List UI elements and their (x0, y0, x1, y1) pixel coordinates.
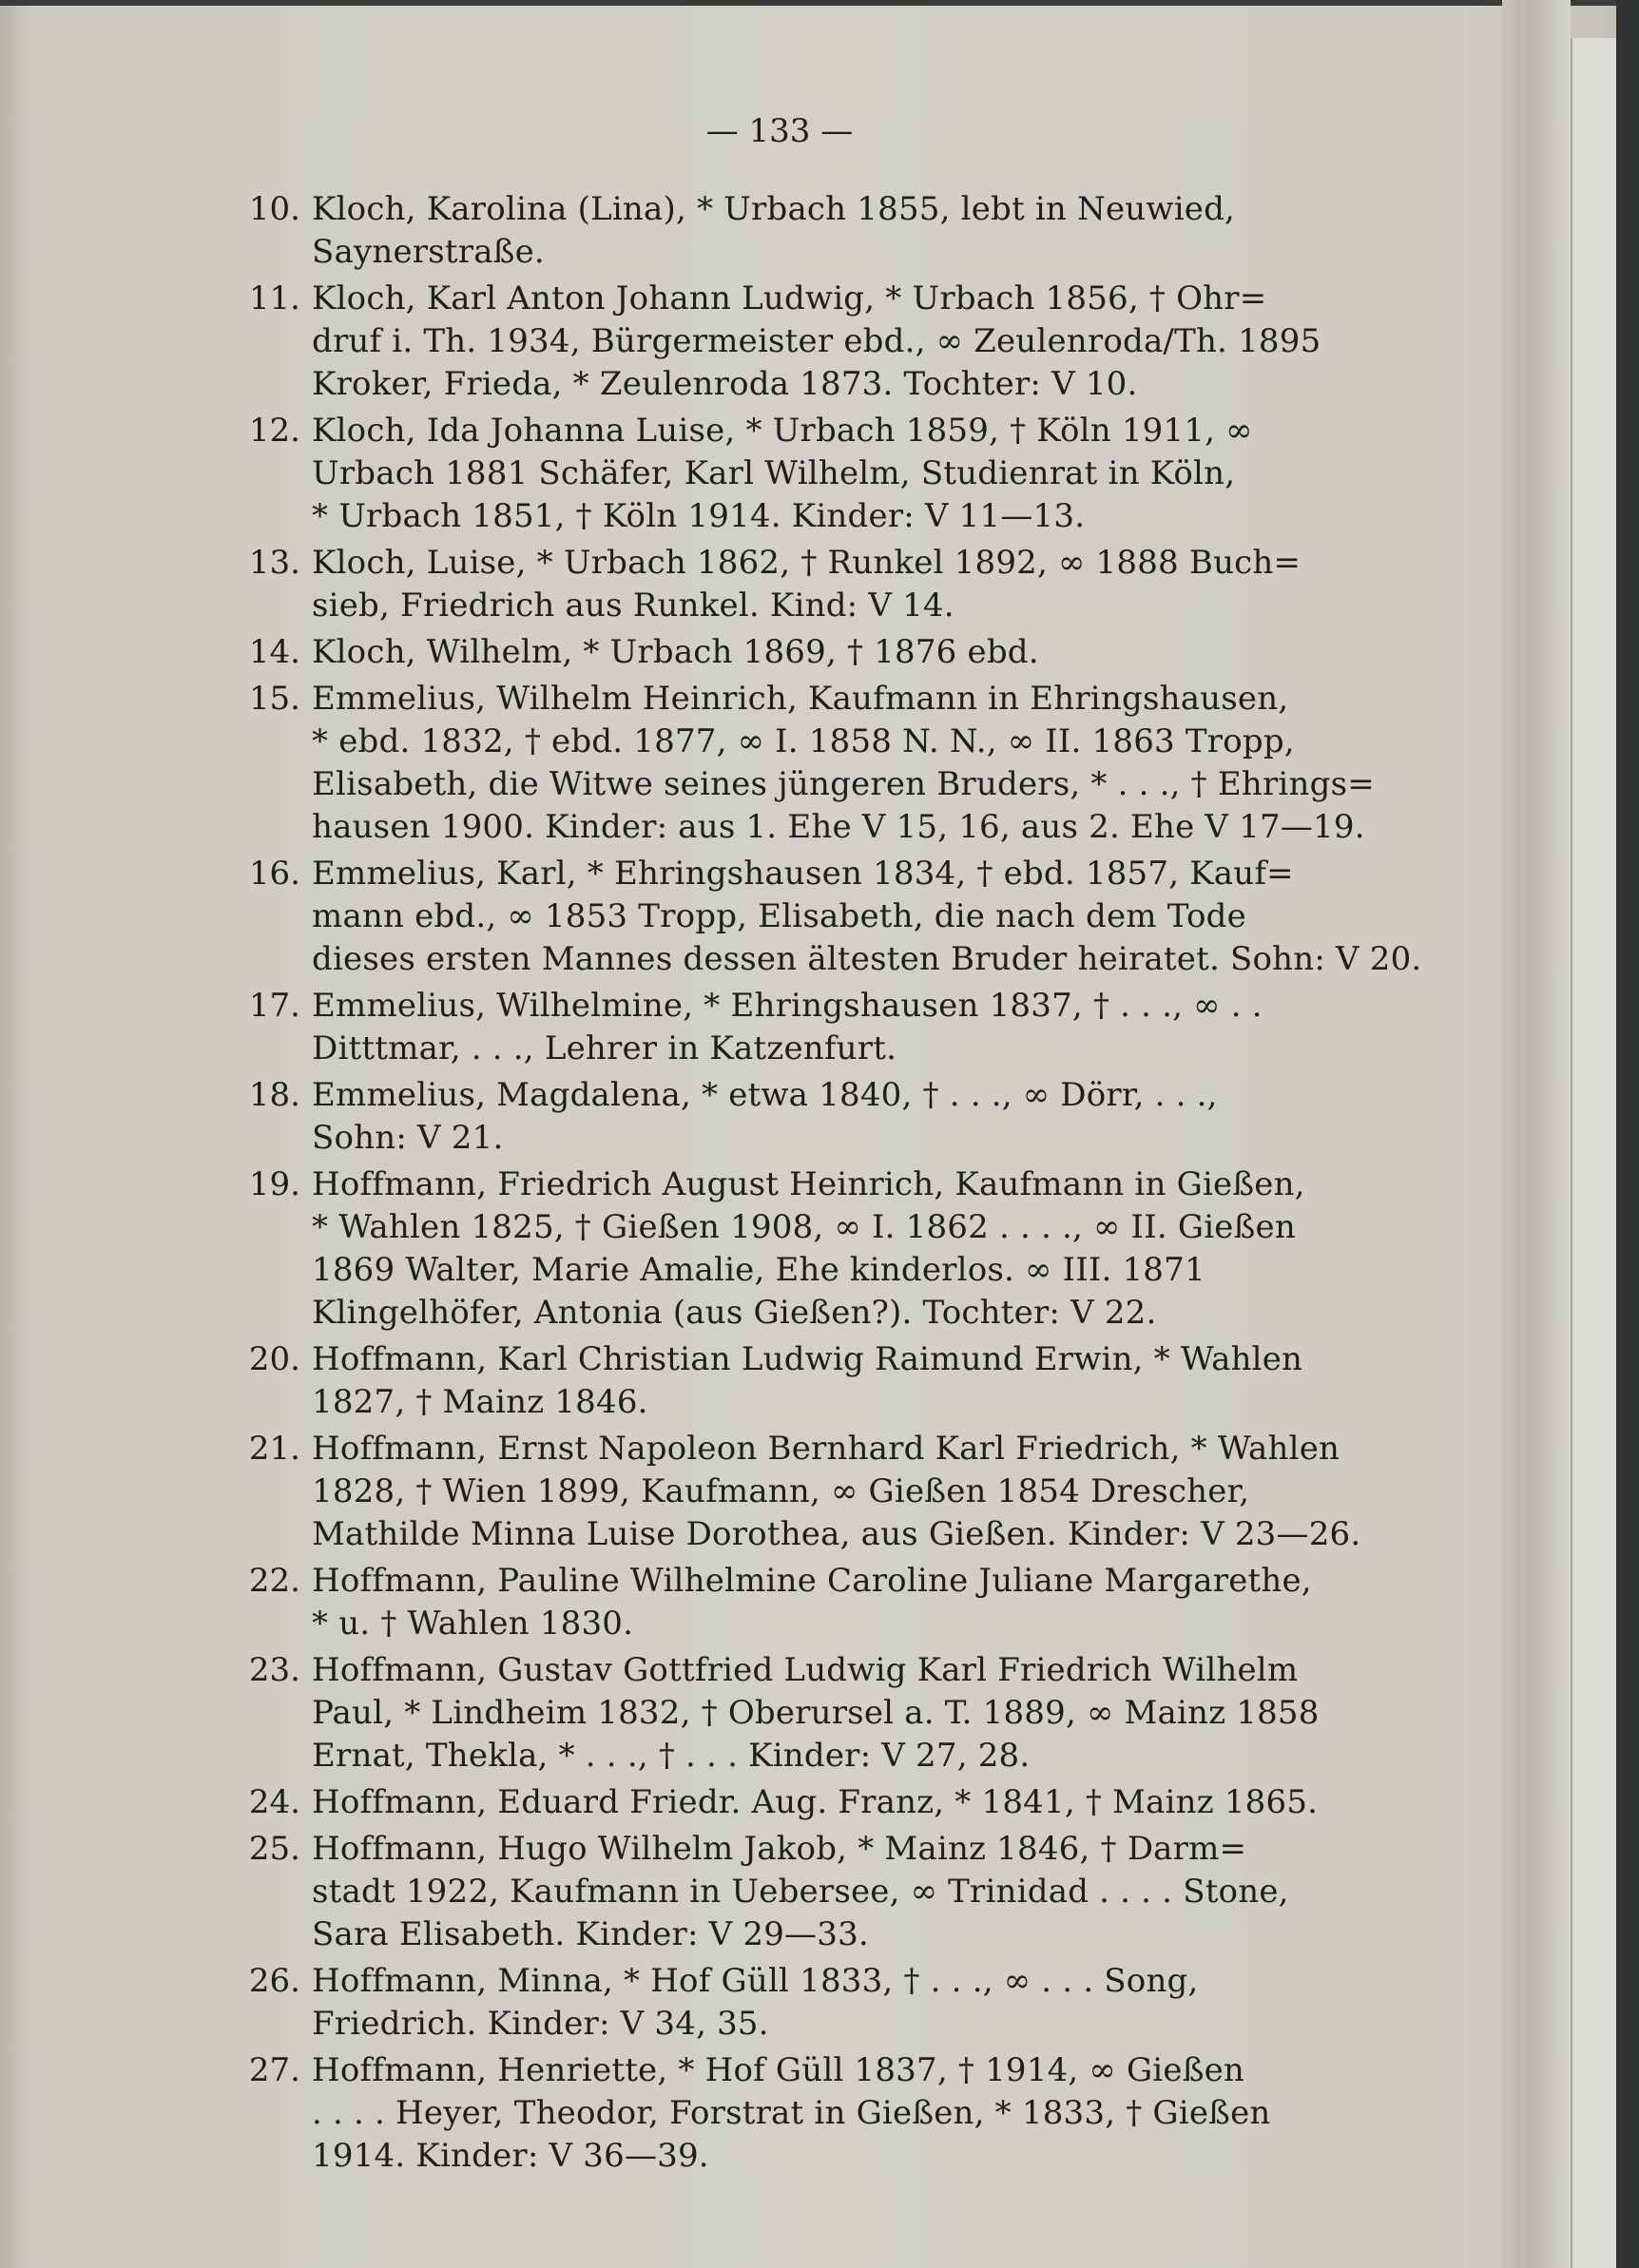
entry-text-line: * u. † Wahlen 1830. (312, 1605, 634, 1643)
genealogy-entry (226, 1428, 1367, 1556)
entry-number: 16. (248, 855, 300, 893)
entry-number: 14. (248, 633, 300, 671)
genealogy-entry (226, 678, 1375, 849)
entry-number: 15. (248, 680, 300, 718)
page-number: — 133 — (705, 112, 854, 150)
entry-text-line: Hoffmann, Ernst Napoleon Bernhard Karl Friedrich, * Wahlen (312, 1430, 1340, 1468)
entry-number: 21. (248, 1430, 300, 1468)
entry-number: 18. (248, 1076, 300, 1114)
genealogy-entry (226, 853, 1422, 981)
genealogy-entry (226, 542, 1367, 627)
entry-text-line: Sara Elisabeth. Kinder: V 29—33. (312, 1915, 869, 1953)
genealogy-entry (226, 188, 1367, 274)
entry-text-line: mann ebd., ∞ 1853 Tropp, Elisabeth, die nach dem Tode (312, 897, 1246, 935)
entry-text-line: Hoffmann, Karl Christian Ludwig Raimund Erwin, * Wahlen (312, 1340, 1303, 1378)
entry-text-line: Kroker, Frieda, * Zeulenroda 1873. Tochter: V 10. (312, 365, 1138, 403)
entry-number: 13. (248, 544, 300, 582)
entry-number: 11. (248, 279, 300, 317)
genealogy-entry (226, 985, 1367, 1070)
entry-text-line: Ditttmar, . . ., Lehrer in Katzenfurt. (312, 1029, 897, 1067)
entry-text-line: * ebd. 1832, † ebd. 1877, ∞ I. 1858 N. N., ∞ II. 1863 Tropp, (312, 722, 1295, 760)
entry-text-line: 1914. Kinder: V 36—39. (312, 2137, 709, 2175)
entry-text-line: Hoffmann, Henriette, * Hof Güll 1837, † 1914, ∞ Gießen (312, 2051, 1245, 2089)
genealogy-entry (226, 1338, 1367, 1424)
entry-number: 25. (248, 1830, 300, 1868)
entry-text-line: Elisabeth, die Witwe seines jüngeren Bruders, * . . ., † Ehrings= (312, 765, 1375, 803)
entry-text-line: Ernat, Thekla, * . . ., † . . . Kinder: V 27, 28. (312, 1737, 1031, 1775)
genealogy-entry (226, 410, 1367, 538)
entry-number: 20. (248, 1340, 300, 1378)
genealogy-entry (226, 631, 1367, 674)
entry-text-line: 1827, † Mainz 1846. (312, 1383, 648, 1421)
genealogy-entry (226, 2049, 1367, 2178)
entry-text-line: Emmelius, Wilhelm Heinrich, Kaufmann in Ehringshausen, (312, 680, 1289, 718)
genealogy-entry (226, 1781, 1367, 1824)
genealogy-entry (226, 1828, 1367, 1956)
genealogy-entry (226, 1960, 1367, 2046)
top-edge (0, 0, 1639, 6)
entry-text-line: Kloch, Karolina (Lina), * Urbach 1855, lebt in Neuwied, (312, 190, 1236, 228)
entry-number: 23. (248, 1651, 300, 1689)
binding-strip (1616, 0, 1639, 2268)
entry-text-line: dieses ersten Mannes dessen ältesten Bruder heiratet. Sohn: V 20. (312, 940, 1422, 978)
entry-text-line: 1869 Walter, Marie Amalie, Ehe kinderlos. ∞ III. 1871 (312, 1251, 1205, 1289)
entry-text-line: Emmelius, Karl, * Ehringshausen 1834, † ebd. 1857, Kauf= (312, 855, 1294, 893)
entry-number: 22. (248, 1562, 300, 1600)
genealogy-entry-list (226, 188, 1422, 2182)
entry-text-line: Hoffmann, Friedrich August Heinrich, Kaufmann in Gießen, (312, 1165, 1305, 1203)
entry-text-line: * Urbach 1851, † Köln 1914. Kinder: V 11—13. (312, 497, 1086, 535)
entry-text-line: Kloch, Karl Anton Johann Ludwig, * Urbach 1856, † Ohr= (312, 279, 1267, 317)
entry-text-line: Friedrich. Kinder: V 34, 35. (312, 2005, 769, 2043)
entry-text-line: Sohn: V 21. (312, 1119, 504, 1157)
entry-number: 17. (248, 987, 300, 1025)
page-fold (1502, 0, 1571, 2268)
entry-text-line: Urbach 1881 Schäfer, Karl Wilhelm, Studienrat in Köln, (312, 454, 1236, 492)
genealogy-entry (226, 1560, 1367, 1645)
entry-text-line: * Wahlen 1825, † Gießen 1908, ∞ I. 1862 . . . ., ∞ II. Gießen (312, 1208, 1296, 1246)
entry-text-line: Kloch, Luise, * Urbach 1862, † Runkel 1892, ∞ 1888 Buch= (312, 544, 1302, 582)
entry-text-line: hausen 1900. Kinder: aus 1. Ehe V 15, 16, aus 2. Ehe V 17—19. (312, 808, 1365, 846)
entry-text-line: druf i. Th. 1934, Bürgermeister ebd., ∞ Zeulenroda/Th. 1895 (312, 322, 1321, 360)
entry-text-line: Saynerstraße. (312, 233, 545, 271)
entry-number: 24. (248, 1783, 300, 1821)
entry-text-line: Paul, * Lindheim 1832, † Oberursel a. T. 1889, ∞ Mainz 1858 (312, 1694, 1320, 1732)
entry-number: 10. (248, 190, 300, 228)
entry-number: 27. (248, 2051, 300, 2089)
entry-text-line: stadt 1922, Kaufmann in Uebersee, ∞ Trinidad . . . . Stone, (312, 1873, 1289, 1911)
entry-text-line: Kloch, Wilhelm, * Urbach 1869, † 1876 ebd. (312, 633, 1039, 671)
entry-text-line: Emmelius, Wilhelmine, * Ehringshausen 1837, † . . ., ∞ . . (312, 987, 1263, 1025)
entry-text-line: 1828, † Wien 1899, Kaufmann, ∞ Gießen 1854 Drescher, (312, 1472, 1250, 1510)
genealogy-entry (226, 1649, 1367, 1778)
entry-text-line: Hoffmann, Pauline Wilhelmine Caroline Juliane Margarethe, (312, 1562, 1312, 1600)
entry-text-line: sieb, Friedrich aus Runkel. Kind: V 14. (312, 586, 954, 625)
genealogy-entry (226, 278, 1367, 406)
entry-text-line: Kloch, Ida Johanna Luise, * Urbach 1859, † Köln 1911, ∞ (312, 412, 1253, 450)
entry-text-line: Hoffmann, Gustav Gottfried Ludwig Karl Friedrich Wilhelm (312, 1651, 1299, 1689)
entry-number: 19. (248, 1165, 300, 1203)
entry-text-line: . . . . Heyer, Theodor, Forstrat in Gießen, * 1833, † Gießen (312, 2094, 1271, 2132)
genealogy-entry (226, 1074, 1367, 1160)
entry-text-line: Klingelhöfer, Antonia (aus Gießen?). Tochter: V 22. (312, 1294, 1157, 1332)
entry-text-line: Hoffmann, Eduard Friedr. Aug. Franz, * 1841, † Mainz 1865. (312, 1783, 1319, 1821)
entry-text-line: Emmelius, Magdalena, * etwa 1840, † . . ., ∞ Dörr, . . ., (312, 1076, 1218, 1114)
entry-text-line: Mathilde Minna Luise Dorothea, aus Gießen. Kinder: V 23—26. (312, 1515, 1361, 1553)
entry-text-line: Hoffmann, Hugo Wilhelm Jakob, * Mainz 1846, † Darm= (312, 1830, 1247, 1868)
genealogy-entry (226, 1163, 1367, 1335)
entry-number: 12. (248, 412, 300, 450)
entry-number: 26. (248, 1962, 300, 2000)
entry-text-line: Hoffmann, Minna, * Hof Güll 1833, † . . ., ∞ . . . Song, (312, 1962, 1199, 2000)
